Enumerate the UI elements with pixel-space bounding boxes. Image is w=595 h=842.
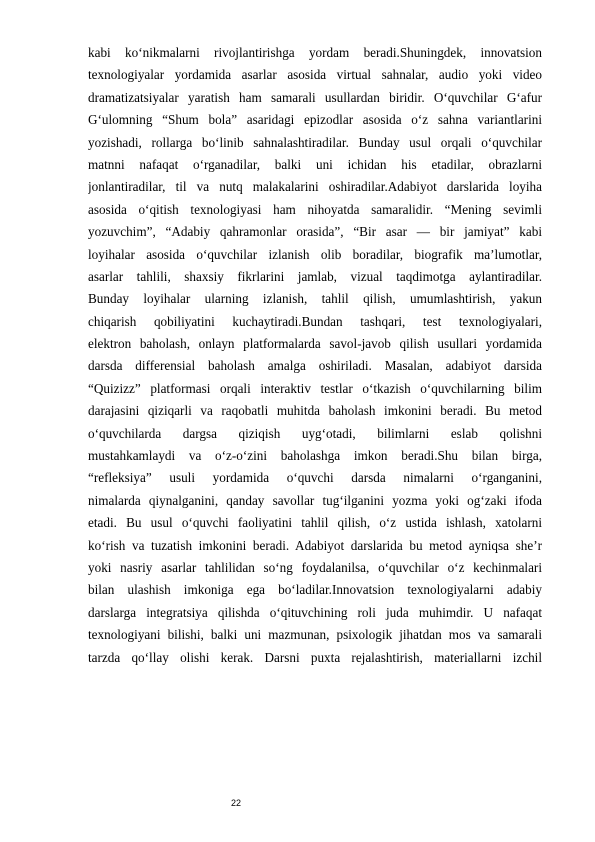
text-line: jonlantiradilar, til va nutq malakalarini oshiradilar.Adabiyot darslarida loyiha (88, 179, 542, 195)
text-line: dramatizatsiyalar yaratish ham samarali usullardan biridir. O‘quvchilar G‘afur (88, 89, 542, 105)
text-line: o‘quvchilarda dargsa qiziqish uyg‘otadi, bilimlarni eslab qolishni (88, 425, 542, 441)
text-line: tarzda qo‘llay olishi kerak. Darsni puxta rejalashtirish, materiallarni izchil (88, 649, 542, 665)
text-line: chiqarish qobiliyatini kuchaytiradi.Bundan tashqari, test texnologiyalari, (88, 313, 542, 329)
text-line: darsda differensial baholash amalga oshiriladi. Masalan, adabiyot darsida (88, 358, 542, 374)
text-line: asarlar tahlili, shaxsiy fikrlarini jamlab, vizual taqdimotga aylantiradilar. (88, 268, 542, 284)
text-line: mustahkamlaydi va o‘z-o‘zini baholashga imkon beradi.Shu bilan birga, (88, 448, 542, 464)
text-line: Bunday loyihalar ularning izlanish, tahlil qilish, umumlashtirish, yakun (88, 291, 542, 307)
text-line: yozishadi, rollarga bo‘linib sahnalashtiradilar. Bunday usul orqali o‘quvchilar (88, 134, 542, 150)
body-paragraph (88, 42, 542, 669)
text-line: texnologiyani bilishi, balki uni mazmunan, psixologik jihatdan mos va samarali (88, 627, 542, 643)
text-line: etadi. Bu usul o‘quvchi faoliyatini tahlil qilish, o‘z ustida ishlash, xatolarni (88, 515, 542, 531)
text-line: darajasini qiziqarli va raqobatli muhitda baholash imkonini beradi. Bu metod (88, 403, 542, 419)
text-line: yozuvchim”, “Adabiy qahramonlar orasida”, “Bir asar — bir jamiyat” kabi (88, 224, 542, 240)
text-line: nimalarda qiynalganini, qanday savollar tug‘ilganini yozma yoki og‘zaki ifoda (88, 492, 542, 508)
text-line: G‘ulomning “Shum bola” asaridagi epizodlar asosida o‘z sahna variantlarini (88, 112, 542, 128)
text-line: ko‘rish va tuzatish imkonini beradi. Adabiyot darslarida bu metod ayniqsa she’r (88, 537, 542, 553)
text-line: “Quizizz” platformasi orqali interaktiv testlar o‘tkazish o‘quvchilarning bilim (88, 380, 542, 396)
text-line: asosida o‘qitish texnologiyasi ham nihoyatda samaralidir. “Mening sevimli (88, 201, 542, 217)
text-line: matnni nafaqat o‘rganadilar, balki uni ichidan his etadilar, obrazlarni (88, 156, 542, 172)
text-line: texnologiyalar yordamida asarlar asosida virtual sahnalar, audio yoki video (88, 67, 542, 83)
text-line: bilan ulashish imkoniga ega bo‘ladilar.Innovatsion texnologiyalarni adabiy (88, 582, 542, 598)
text-line: darslarga integratsiya qilishda o‘qituvchining roli juda muhimdir. U nafaqat (88, 604, 542, 620)
text-line: “refleksiya” usuli yordamida o‘quvchi darsda nimalarni o‘rganganini, (88, 470, 542, 486)
text-line: kabi ko‘nikmalarni rivojlantirishga yordam beradi.Shuningdek, innovatsion (88, 45, 542, 60)
text-line: loyihalar asosida o‘quvchilar izlanish olib boradilar, biografik ma’lumotlar, (88, 246, 542, 262)
text-line: elektron baholash, onlayn platformalarda savol-javob qilish usullari yordamida (88, 336, 542, 352)
text-line: yoki nasriy asarlar tahlilidan so‘ng foydalanilsa, o‘quvchilar o‘z kechinmalari (88, 559, 542, 575)
page-number: 22 (231, 798, 242, 808)
